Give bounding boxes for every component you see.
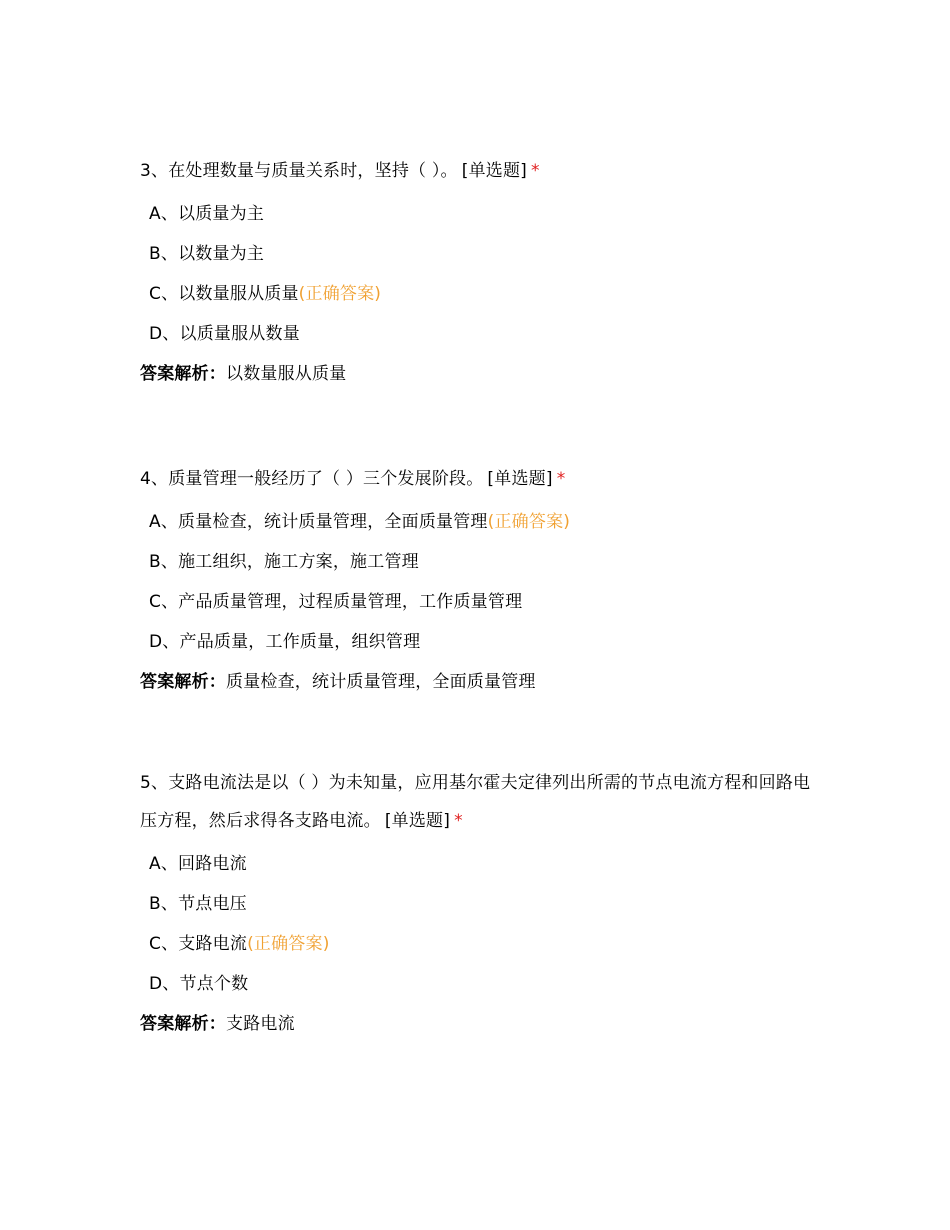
analysis-label: 答案解析： [140,364,226,384]
quiz-page [140,152,820,1044]
option-text: B、节点电压 [149,894,247,914]
option-a [140,194,820,234]
answer-analysis [140,662,820,702]
spacer [140,394,820,460]
option-b [140,234,820,274]
correct-answer-tag: (正确答案) [247,934,330,954]
option-b [140,884,820,924]
options-list [140,844,820,1004]
required-mark: * [556,469,566,489]
option-d [140,314,820,354]
option-text: C、产品质量管理，过程质量管理，工作质量管理 [149,592,523,612]
option-text: B、以数量为主 [149,244,265,264]
question-type-label: [单选题] [487,469,553,489]
option-a [140,844,820,884]
answer-analysis [140,1004,820,1044]
question-type-label: [单选题] [384,811,451,831]
question-text: 5、支路电流法是以（ ）为未知量，应用基尔霍夫定律列出所需的节点电流方程和回路电压方程，然后求得各支路电流。 [140,773,811,831]
option-text: D、产品质量，工作质量，组织管理 [149,632,421,652]
option-c [140,924,820,964]
question-text: 3、在处理数量与质量关系时，坚持（ ）。 [140,161,458,181]
option-text: A、质量检查，统计质量管理，全面质量管理 [149,512,488,532]
options-list [140,194,820,354]
question-stem [140,460,820,498]
correct-answer-tag: (正确答案) [487,512,571,532]
analysis-text: 以数量服从质量 [226,364,347,384]
option-d [140,622,820,662]
option-text: C、以数量服从质量 [149,284,299,304]
question-3 [140,152,820,394]
question-4 [140,460,820,702]
analysis-text: 质量检查，统计质量管理，全面质量管理 [226,672,536,692]
option-text: B、施工组织，施工方案，施工管理 [149,552,419,572]
option-c [140,582,820,622]
correct-answer-tag: (正确答案) [298,284,382,304]
question-stem [140,764,820,840]
option-text: D、以质量服从数量 [149,324,300,344]
option-b [140,542,820,582]
question-type-label: [单选题] [461,161,527,181]
option-c [140,274,820,314]
analysis-label: 答案解析： [140,672,226,692]
option-text: A、以质量为主 [149,204,265,224]
required-mark: * [454,811,463,831]
answer-analysis [140,354,820,394]
options-list [140,502,820,662]
question-text: 4、质量管理一般经历了（ ）三个发展阶段。 [140,469,484,489]
required-mark: * [531,161,540,181]
option-d [140,964,820,1004]
spacer [140,702,820,764]
option-a [140,502,820,542]
question-5 [140,764,820,1044]
question-stem [140,152,820,190]
option-text: C、支路电流 [149,934,248,954]
analysis-text: 支路电流 [226,1014,295,1034]
option-text: D、节点个数 [149,974,249,994]
analysis-label: 答案解析： [140,1014,226,1034]
option-text: A、回路电流 [149,854,247,874]
